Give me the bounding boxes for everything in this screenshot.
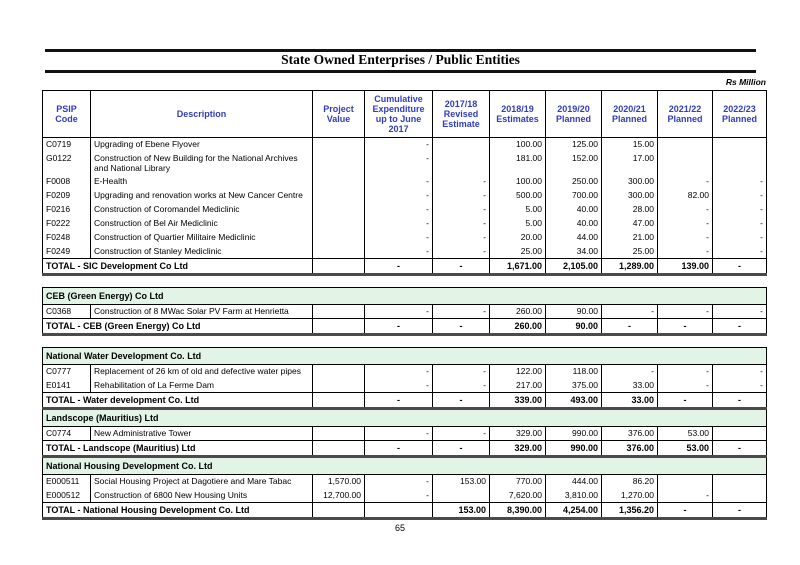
value-cell: - xyxy=(433,231,490,245)
description-cell: Social Housing Project at Dagotiere and Mare Tabac xyxy=(91,475,313,489)
value-cell: - xyxy=(365,305,433,319)
psip-code-cell: F0248 xyxy=(43,231,91,245)
psip-code-cell: F0222 xyxy=(43,217,91,231)
psip-code-cell: F0249 xyxy=(43,245,91,259)
description-cell: Rehabilitation of La Ferme Dam xyxy=(91,379,313,393)
section-header-row xyxy=(43,409,767,427)
value-cell: - xyxy=(658,175,713,189)
value-cell xyxy=(313,245,365,259)
value-cell xyxy=(658,138,713,152)
project-row xyxy=(43,138,767,152)
psip-code-cell: E0141 xyxy=(43,379,91,393)
column-header-7: 2020/21 Planned xyxy=(602,91,658,138)
project-row xyxy=(43,475,767,489)
column-header-4: 2017/18 Revised Estimate xyxy=(433,91,490,138)
value-cell: - xyxy=(713,217,767,231)
value-cell: - xyxy=(365,189,433,203)
total-value-cell: 260.00 xyxy=(490,319,546,335)
value-cell: - xyxy=(365,379,433,393)
header-row xyxy=(43,91,767,138)
section-header-label: Landscope (Mauritius) Ltd xyxy=(43,409,767,427)
value-cell: 1,270.00 xyxy=(602,489,658,503)
total-value-cell: - xyxy=(658,319,713,335)
value-cell xyxy=(713,475,767,489)
total-row xyxy=(43,393,767,409)
description-cell: E-Health xyxy=(91,175,313,189)
column-header-8: 2021/22 Planned xyxy=(658,91,713,138)
gap-cell xyxy=(43,275,767,288)
value-cell: - xyxy=(365,175,433,189)
section-header-row xyxy=(43,348,767,365)
total-value-cell xyxy=(313,259,365,275)
value-cell: 7,620.00 xyxy=(490,489,546,503)
value-cell: - xyxy=(433,175,490,189)
value-cell: 300.00 xyxy=(602,175,658,189)
value-cell: - xyxy=(365,217,433,231)
total-row xyxy=(43,259,767,275)
total-value-cell: - xyxy=(365,441,433,457)
project-row xyxy=(43,245,767,259)
psip-code-cell: F0209 xyxy=(43,189,91,203)
value-cell: - xyxy=(713,365,767,379)
description-cell: Upgrading of Ebene Flyover xyxy=(91,138,313,152)
total-value-cell: 33.00 xyxy=(602,393,658,409)
value-cell: 217.00 xyxy=(490,379,546,393)
value-cell xyxy=(313,189,365,203)
value-cell: 34.00 xyxy=(546,245,602,259)
total-value-cell: - xyxy=(658,393,713,409)
value-cell: - xyxy=(433,189,490,203)
project-row xyxy=(43,152,767,175)
total-value-cell xyxy=(313,393,365,409)
unit-label: Rs Million xyxy=(725,77,766,87)
value-cell: 21.00 xyxy=(602,231,658,245)
project-row xyxy=(43,189,767,203)
project-row xyxy=(43,231,767,245)
value-cell: 12,700.00 xyxy=(313,489,365,503)
value-cell: - xyxy=(658,305,713,319)
column-header-3: Cumulative Expenditure up to June 2017 xyxy=(365,91,433,138)
total-value-cell: 139.00 xyxy=(658,259,713,275)
column-header-9: 2022/23 Planned xyxy=(713,91,767,138)
value-cell: - xyxy=(713,231,767,245)
value-cell: - xyxy=(713,379,767,393)
total-label: TOTAL - CEB (Green Energy) Co Ltd xyxy=(43,319,313,335)
value-cell: 990.00 xyxy=(546,427,602,441)
value-cell: 5.00 xyxy=(490,203,546,217)
total-value-cell: 1,356.20 xyxy=(602,503,658,519)
total-value-cell: 1,289.00 xyxy=(602,259,658,275)
value-cell xyxy=(313,305,365,319)
value-cell xyxy=(713,489,767,503)
total-value-cell: 90.00 xyxy=(546,319,602,335)
column-header-6: 2019/20 Planned xyxy=(546,91,602,138)
psip-code-cell: E000511 xyxy=(43,475,91,489)
description-cell: Construction of New Building for the National Archives and National Library xyxy=(91,152,313,175)
value-cell: - xyxy=(433,365,490,379)
value-cell: - xyxy=(433,305,490,319)
value-cell: 375.00 xyxy=(546,379,602,393)
value-cell xyxy=(313,365,365,379)
total-label: TOTAL - SIC Development Co Ltd xyxy=(43,259,313,275)
gap-row xyxy=(43,335,767,348)
value-cell: - xyxy=(658,231,713,245)
value-cell xyxy=(313,379,365,393)
value-cell: 181.00 xyxy=(490,152,546,175)
value-cell: 20.00 xyxy=(490,231,546,245)
value-cell: - xyxy=(433,217,490,231)
value-cell xyxy=(313,152,365,175)
value-cell: 33.00 xyxy=(602,379,658,393)
value-cell: 5.00 xyxy=(490,217,546,231)
value-cell: - xyxy=(713,203,767,217)
section-header-row xyxy=(43,288,767,305)
value-cell: 700.00 xyxy=(546,189,602,203)
project-row xyxy=(43,379,767,393)
total-value-cell xyxy=(313,503,365,519)
value-cell: - xyxy=(365,245,433,259)
value-cell xyxy=(313,231,365,245)
value-cell: 25.00 xyxy=(602,245,658,259)
total-value-cell: 990.00 xyxy=(546,441,602,457)
value-cell: 118.00 xyxy=(546,365,602,379)
description-cell: Construction of Stanley Mediclinic xyxy=(91,245,313,259)
project-row xyxy=(43,203,767,217)
value-cell: 44.00 xyxy=(546,231,602,245)
total-value-cell: - xyxy=(433,259,490,275)
value-cell: 122.00 xyxy=(490,365,546,379)
value-cell: 100.00 xyxy=(490,175,546,189)
total-row xyxy=(43,441,767,457)
psip-budget-table xyxy=(42,90,767,520)
total-value-cell: - xyxy=(365,393,433,409)
value-cell xyxy=(433,489,490,503)
total-value-cell xyxy=(365,503,433,519)
description-cell: Construction of Bel Air Mediclinic xyxy=(91,217,313,231)
total-value-cell: - xyxy=(713,259,767,275)
project-row xyxy=(43,365,767,379)
value-cell: - xyxy=(658,365,713,379)
psip-code-cell: G0122 xyxy=(43,152,91,175)
total-value-cell: - xyxy=(713,393,767,409)
value-cell: 260.00 xyxy=(490,305,546,319)
total-value-cell: 376.00 xyxy=(602,441,658,457)
value-cell: 250.00 xyxy=(546,175,602,189)
gap-row xyxy=(43,275,767,288)
value-cell: - xyxy=(365,138,433,152)
total-value-cell: 4,254.00 xyxy=(546,503,602,519)
value-cell: - xyxy=(713,175,767,189)
total-value-cell: - xyxy=(602,319,658,335)
total-value-cell: - xyxy=(713,319,767,335)
project-row xyxy=(43,305,767,319)
value-cell: - xyxy=(658,489,713,503)
section-header-label: National Water Development Co. Ltd xyxy=(43,348,767,365)
value-cell: 329.00 xyxy=(490,427,546,441)
column-header-2: Project Value xyxy=(313,91,365,138)
value-cell xyxy=(313,175,365,189)
project-row xyxy=(43,175,767,189)
value-cell: - xyxy=(433,379,490,393)
total-row xyxy=(43,319,767,335)
value-cell: 444.00 xyxy=(546,475,602,489)
value-cell: - xyxy=(658,203,713,217)
psip-code-cell: C0774 xyxy=(43,427,91,441)
value-cell: - xyxy=(365,427,433,441)
value-cell: - xyxy=(365,365,433,379)
total-value-cell: 153.00 xyxy=(433,503,490,519)
value-cell xyxy=(658,475,713,489)
value-cell: 100.00 xyxy=(490,138,546,152)
value-cell: - xyxy=(365,231,433,245)
value-cell: 17.00 xyxy=(602,152,658,175)
value-cell: 28.00 xyxy=(602,203,658,217)
psip-code-cell: C0368 xyxy=(43,305,91,319)
total-value-cell xyxy=(313,319,365,335)
value-cell: 770.00 xyxy=(490,475,546,489)
value-cell: 82.00 xyxy=(658,189,713,203)
value-cell: 53.00 xyxy=(658,427,713,441)
value-cell: 47.00 xyxy=(602,217,658,231)
value-cell xyxy=(658,152,713,175)
total-value-cell: - xyxy=(365,259,433,275)
psip-code-cell: F0216 xyxy=(43,203,91,217)
value-cell: - xyxy=(658,245,713,259)
value-cell: - xyxy=(713,305,767,319)
value-cell xyxy=(433,138,490,152)
value-cell xyxy=(713,152,767,175)
description-cell: Replacement of 26 km of old and defective water pipes xyxy=(91,365,313,379)
value-cell: - xyxy=(433,427,490,441)
total-row xyxy=(43,503,767,519)
total-value-cell: - xyxy=(433,393,490,409)
description-cell: Construction of 8 MWac Solar PV Farm at Henrietta xyxy=(91,305,313,319)
value-cell: 500.00 xyxy=(490,189,546,203)
value-cell: 15.00 xyxy=(602,138,658,152)
value-cell: - xyxy=(713,189,767,203)
value-cell: - xyxy=(658,379,713,393)
total-value-cell: - xyxy=(713,503,767,519)
project-row xyxy=(43,427,767,441)
total-value-cell: 53.00 xyxy=(658,441,713,457)
column-header-1: Description xyxy=(91,91,313,138)
psip-code-cell: F0008 xyxy=(43,175,91,189)
value-cell: - xyxy=(602,365,658,379)
value-cell: 86.20 xyxy=(602,475,658,489)
total-value-cell: 2,105.00 xyxy=(546,259,602,275)
total-value-cell: 493.00 xyxy=(546,393,602,409)
value-cell: - xyxy=(365,152,433,175)
description-cell: New Administrative Tower xyxy=(91,427,313,441)
value-cell xyxy=(313,427,365,441)
value-cell: 90.00 xyxy=(546,305,602,319)
value-cell: - xyxy=(602,305,658,319)
total-value-cell: 1,671.00 xyxy=(490,259,546,275)
value-cell: - xyxy=(365,489,433,503)
value-cell: 25.00 xyxy=(490,245,546,259)
total-value-cell: 339.00 xyxy=(490,393,546,409)
value-cell: - xyxy=(365,475,433,489)
value-cell: 153.00 xyxy=(433,475,490,489)
column-header-0: PSIP Code xyxy=(43,91,91,138)
total-value-cell: - xyxy=(365,319,433,335)
page-title: State Owned Enterprises / Public Entities xyxy=(281,52,520,67)
value-cell: - xyxy=(658,217,713,231)
total-value-cell: - xyxy=(658,503,713,519)
header-rule-bottom xyxy=(45,70,756,73)
value-cell: - xyxy=(433,245,490,259)
column-header-5: 2018/19 Estimates xyxy=(490,91,546,138)
value-cell xyxy=(313,217,365,231)
total-value-cell: - xyxy=(713,441,767,457)
total-value-cell: 329.00 xyxy=(490,441,546,457)
project-row xyxy=(43,217,767,231)
description-cell: Construction of Quartier Militaire Mediclinic xyxy=(91,231,313,245)
description-cell: Construction of 6800 New Housing Units xyxy=(91,489,313,503)
gap-cell xyxy=(43,335,767,348)
value-cell: - xyxy=(365,203,433,217)
value-cell: 152.00 xyxy=(546,152,602,175)
value-cell: 125.00 xyxy=(546,138,602,152)
psip-code-cell: C0719 xyxy=(43,138,91,152)
value-cell xyxy=(713,138,767,152)
value-cell: - xyxy=(713,245,767,259)
value-cell: 376.00 xyxy=(602,427,658,441)
total-label: TOTAL - National Housing Development Co. Ltd xyxy=(43,503,313,519)
description-cell: Upgrading and renovation works at New Cancer Centre xyxy=(91,189,313,203)
total-value-cell: - xyxy=(433,319,490,335)
value-cell xyxy=(313,138,365,152)
page-number: 65 xyxy=(394,523,405,533)
value-cell: 3,810.00 xyxy=(546,489,602,503)
value-cell xyxy=(313,203,365,217)
description-cell: Construction of Coromandel Mediclinic xyxy=(91,203,313,217)
value-cell: 1,570.00 xyxy=(313,475,365,489)
psip-code-cell: E000512 xyxy=(43,489,91,503)
value-cell: - xyxy=(433,203,490,217)
total-value-cell: 8,390.00 xyxy=(490,503,546,519)
value-cell xyxy=(713,427,767,441)
section-header-row xyxy=(43,457,767,475)
total-value-cell xyxy=(313,441,365,457)
value-cell: 40.00 xyxy=(546,217,602,231)
section-header-label: CEB (Green Energy) Co Ltd xyxy=(43,288,767,305)
total-label: TOTAL - Water development Co. Ltd xyxy=(43,393,313,409)
psip-code-cell: C0777 xyxy=(43,365,91,379)
project-row xyxy=(43,489,767,503)
total-value-cell: - xyxy=(433,441,490,457)
value-cell xyxy=(433,152,490,175)
value-cell: 40.00 xyxy=(546,203,602,217)
total-label: TOTAL - Landscope (Mauritius) Ltd xyxy=(43,441,313,457)
section-header-label: National Housing Development Co. Ltd xyxy=(43,457,767,475)
value-cell: 300.00 xyxy=(602,189,658,203)
